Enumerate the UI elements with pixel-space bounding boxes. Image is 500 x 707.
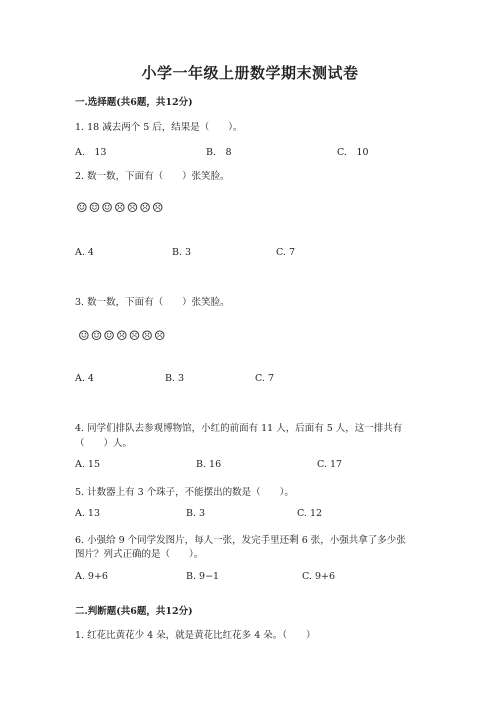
q6-option-c: C. 9+6 (302, 571, 336, 582)
question-6-line-1: 6. 小强给 9 个同学发图片，每人一张，发完手里还剩 6 张，小强共拿了多少张 (75, 535, 406, 546)
smiley-faces-row: ☺☺☺☹☹☹☹ (76, 201, 165, 216)
q4-option-a: A. 15 (75, 459, 100, 470)
q4-option-b: B. 16 (196, 459, 222, 470)
q5-option-a: A. 13 (75, 508, 100, 519)
judgement-1: 1. 红花比黄花少 4 朵，就是黄花比红花多 4 朵。（ ） (75, 630, 316, 641)
q3-option-a: A. 4 (75, 373, 94, 384)
question-1: 1. 18 减去两个 5 后，结果是（ ）。 (75, 122, 243, 133)
question-6-line-2: 图片？列式正确的是（ ）。 (75, 549, 204, 560)
section-heading-judgement: 二.判断题(共6题，共12分) (75, 606, 193, 617)
smiley-faces-row: ☺☺☺☹☹☹☹ (78, 329, 167, 344)
q6-option-b: B. 9−1 (186, 571, 220, 582)
q4-option-c: C. 17 (317, 459, 343, 470)
question-5: 5. 计数器上有 3 个珠子，不能摆出的数是（ ）。 (75, 487, 294, 498)
q5-option-c: C. 12 (297, 508, 323, 519)
q1-option-c: C. 10 (337, 147, 369, 158)
question-2: 2. 数一数，下面有（ ）张笑脸。 (75, 171, 230, 182)
section-heading-choice: 一.选择题(共6题，共12分) (75, 97, 193, 108)
q6-option-a: A. 9+6 (75, 571, 108, 582)
q5-option-b: B. 3 (186, 508, 206, 519)
q3-option-b: B. 3 (165, 373, 185, 384)
question-4-line-2: （ ）人。 (75, 438, 133, 449)
q2-option-b: B. 3 (172, 247, 192, 258)
q1-option-b: B. 8 (206, 147, 232, 158)
question-3: 3. 数一数，下面有（ ）张笑脸。 (75, 297, 230, 308)
page-title: 小学一年级上册数学期末测试卷 (141, 64, 359, 82)
q2-option-c: C. 7 (276, 247, 296, 258)
q3-option-c: C. 7 (255, 373, 275, 384)
question-4-line-1: 4. 同学们排队去参观博物馆，小红的前面有 11 人，后面有 5 人，这一排共有 (75, 423, 403, 434)
q2-option-a: A. 4 (75, 247, 94, 258)
q1-option-a: A. 13 (75, 147, 107, 158)
